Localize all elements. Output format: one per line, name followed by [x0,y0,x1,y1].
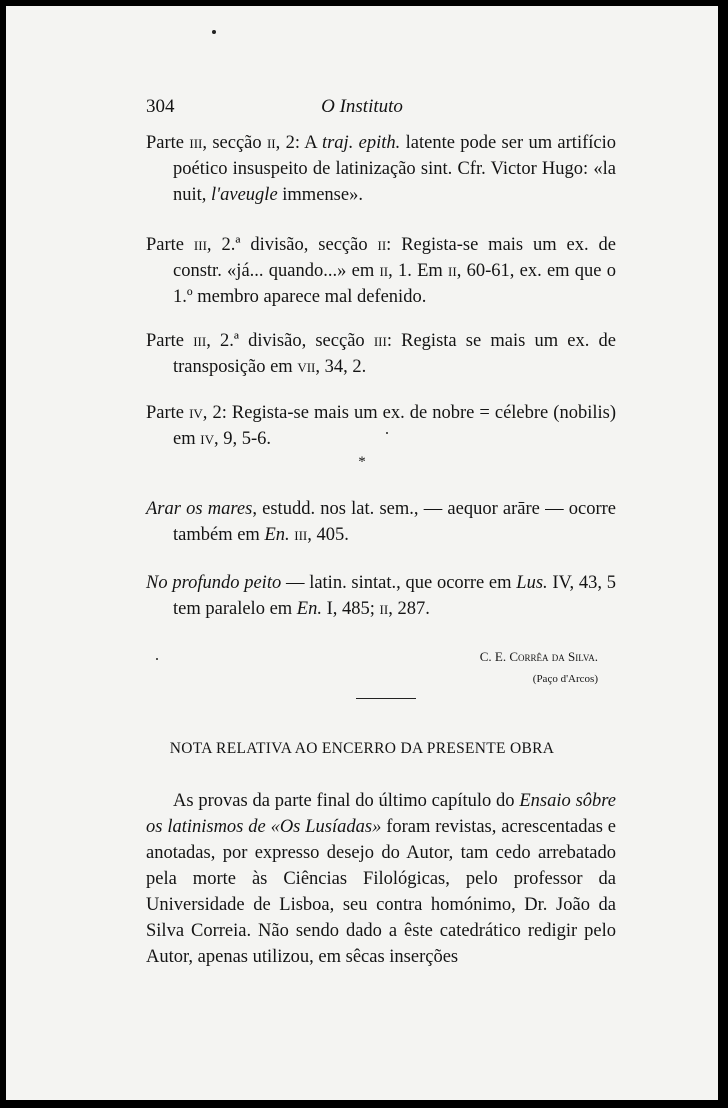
paragraph-1: Parte iii, secção ii, 2: A traj. epith. latente pode ser um artifício poético insuspeito de latinização sint. Cfr. Victor Hugo: «la nuit, l'aveugle immense». [146,133,616,205]
speck [156,658,158,660]
signature [480,646,598,690]
paragraph-2: Parte iii, 2.ª divisão, secção ii: Regista-se mais um ex. de constr. «já... quando...» em ii, 1. Em ii, 60-61, ex. em que o 1.º membro aparece mal defenido. [146,235,617,307]
section-asterisk: * [358,454,366,470]
divider [356,698,416,699]
paragraph-4: Parte iv, 2: Regista-se mais um ex. de nobre = célebre (nobilis) em iv, 9, 5-6. [146,403,616,449]
note-body: As provas da parte final do último capítulo do Ensaio sôbre os latinismos de «Os Lusíadas» foram revistas, acrescentadas e anotadas, por expresso desejo do Autor, tam cedo arrebatado pela morte às Ciências Filológicas, pelo professor da Universidade de Lisboa, seu contra homónimo, Dr. João da Silva Correia. Não sendo dado a êste catedrático redigir pelo Autor, apenas utilizou, em sêcas inserções [146,791,616,967]
signature-name: C. E. Corrêa da Silva. [479,649,598,664]
paragraph-5: Arar os mares, estudd. nos lat. sem., — aequor arāre — ocorre também em En. iii, 405. [146,499,617,545]
note-title: NOTA RELATIVA AO ENCERRO DA PRESENTE OBRA [169,740,555,757]
signature-place: (Paço d'Arcos) [532,673,598,685]
paragraph-6: No profundo peito — latin. sintat., que ocorre em Lus. IV, 43, 5 tem paralelo em En. I, 485; ii, 287. [146,573,617,619]
page-number: 304 [146,96,175,117]
page [6,6,718,1100]
running-title: O Instituto [321,96,403,117]
speck [212,30,216,34]
paragraph-3: Parte iii, 2.ª divisão, secção iii: Regista se mais um ex. de transposição em vii, 34, 2. [146,331,617,377]
